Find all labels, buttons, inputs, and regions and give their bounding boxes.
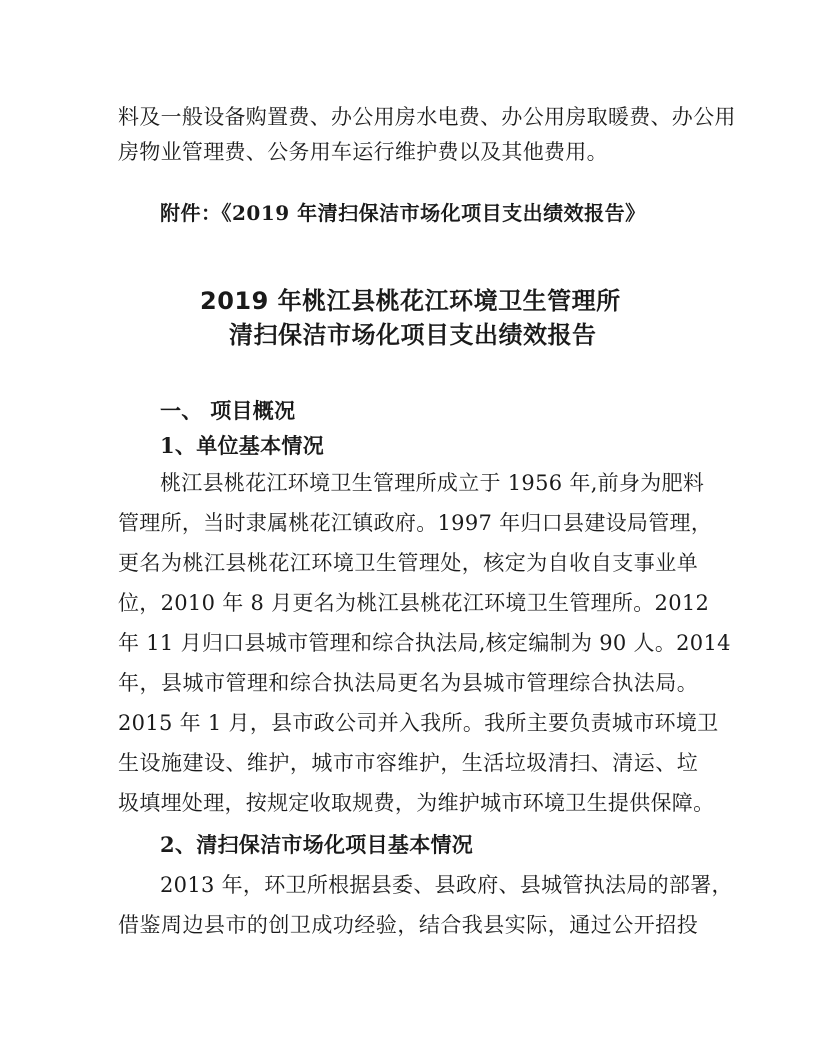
body-text-line: 年 11 月归口县城市管理和综合执法局,核定编制为 90 人。2014	[118, 631, 731, 655]
body-text-line: 管理所，当时隶属桃花江镇政府。1997 年归口县建设局管理，	[118, 511, 713, 535]
subsection-heading-1: 1、单位基本情况	[160, 433, 325, 458]
body-text-line: 2013 年，环卫所根据县委、县政府、县城管执法局的部署，	[160, 873, 733, 897]
body-text-line: 年，县城市管理和综合执法局更名为县城市管理综合执法局。	[118, 671, 698, 695]
body-text-line: 房物业管理费、公务用车运行维护费以及其他费用。	[118, 140, 608, 164]
body-text-line: 料及一般设备购置费、办公用房水电费、办公用房取暖费、办公用	[118, 105, 736, 129]
report-title-line-2: 清扫保洁市场化项目支出绩效报告	[229, 321, 597, 349]
attachment-note: 附件：《2019 年清扫保洁市场化项目支出绩效报告》	[160, 201, 646, 225]
body-text-line: 借鉴周边县市的创卫成功经验，结合我县实际，通过公开招投	[118, 913, 698, 937]
body-text-line: 生设施建设、维护，城市市容维护，生活垃圾清扫、清运、垃	[118, 751, 698, 775]
body-text-line: 更名为桃江县桃花江环境卫生管理处，核定为自收自支事业单	[118, 551, 698, 575]
body-text-line: 桃江县桃花江环境卫生管理所成立于 1956 年,前身为肥料	[160, 471, 705, 495]
body-text-line: 圾填埋处理，按规定收取规费，为维护城市环境卫生提供保障。	[118, 791, 715, 815]
subsection-heading-2: 2、清扫保洁市场化项目基本情况	[160, 832, 474, 857]
body-text-line: 2015 年 1 月，县市政公司并入我所。我所主要负责城市环境卫	[118, 711, 719, 735]
report-title-line-1: 2019 年桃江县桃花江环境卫生管理所	[200, 287, 621, 315]
section-heading: 一、 项目概况	[160, 398, 296, 423]
body-text-line: 位，2010 年 8 月更名为桃江县桃花江环境卫生管理所。2012	[118, 591, 710, 615]
